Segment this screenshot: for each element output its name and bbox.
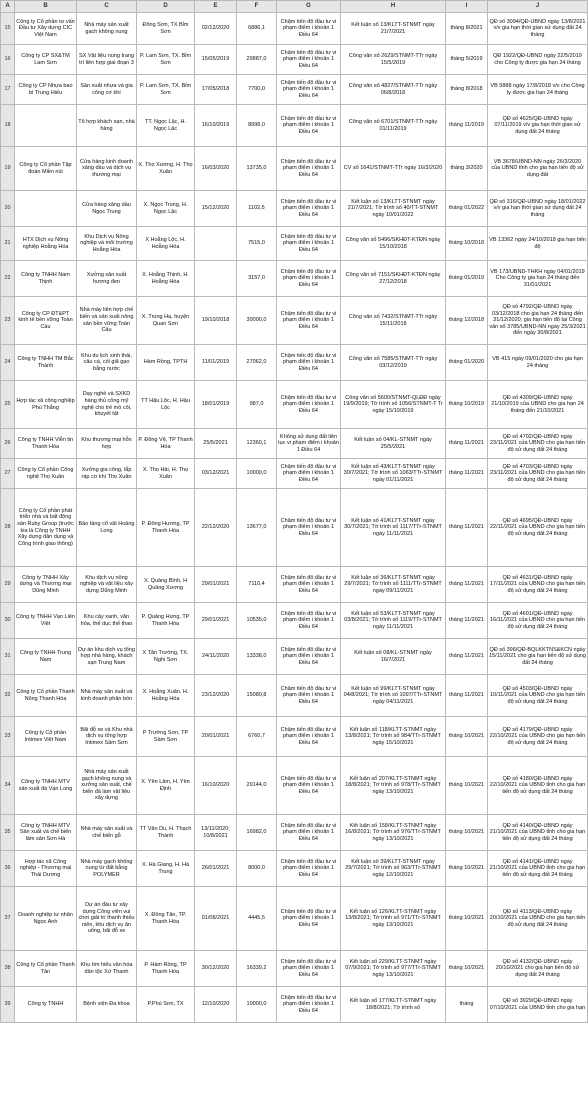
column-header-i[interactable]: I: [446, 1, 488, 13]
cell-inspection-doc[interactable]: Kết luận số 207/KLTT-STNMT ngày 18/8/2021; Tờ trình số 978/TTr-STNMT ngày 13/10/2021: [341, 757, 446, 815]
cell-decision[interactable]: QĐ số 4140/QĐ-UBND ngày 21/10/2021 của UBND tỉnh cho gia hạn tiến độ sử dụng đất 24 tháng: [488, 815, 588, 851]
cell-inspection-doc[interactable]: Kết luận số 53/KLTT-STNMT ngày 03/8/2021; Tờ trình số 1119/TTr-STNMT ngày 11/11/2021: [341, 603, 446, 639]
table-row: [1, 567, 588, 603]
column-header-c[interactable]: C: [77, 1, 137, 13]
cell-project[interactable]: Khu du lịch sinh thái, câu cá, cối giã gạo bằng nước: [77, 345, 137, 381]
table-row: [1, 45, 588, 75]
cell-inspection-doc[interactable]: Kết luận số 08/KL-STNMT ngày 16/7/2021: [341, 639, 446, 675]
row-number[interactable]: 36: [1, 851, 15, 887]
cell-decision[interactable]: QĐ số 4702/QĐ-UBND ngày 23/11/2021 của UBND cho gia hạn tiến độ sử dụng đất 24 tháng: [488, 429, 588, 459]
cell-project[interactable]: Bệnh viện Đa khoa: [77, 987, 137, 1023]
cell-project[interactable]: SX Vật liệu nung trang trí liên hợp giai đoạn 3: [77, 45, 137, 75]
cell-decision[interactable]: VB 9888 ngày 17/8/2018 v/v cho Công ty được gia hạn 24 tháng: [488, 75, 588, 105]
cell-violation[interactable]: Chậm tiến độ đầu tư vi phạm điểm i khoản 1 Điều 64: [277, 227, 341, 261]
cell-project[interactable]: Khu thương mại hỗn hợp: [77, 429, 137, 459]
table-row: [1, 603, 588, 639]
cell-violation[interactable]: Chậm tiến độ đầu tư vi phạm điểm i khoản 1 Điều 64: [277, 887, 341, 951]
table-row: [1, 191, 588, 227]
cell-date[interactable]: 15/05/2019: [195, 45, 237, 75]
cell-project[interactable]: Sản xuất nhựa và gia công cơ khí: [77, 75, 137, 105]
table-row: [1, 147, 588, 191]
column-header-b[interactable]: B: [15, 1, 77, 13]
cell-decision[interactable]: QĐ số 4179/QĐ-UBND ngày 22/10/2021 của UBND cho gia hạn tiến độ sử dụng đất 24 tháng: [488, 717, 588, 757]
cell-location[interactable]: X. Thọ Hải, H. Thọ Xuân: [137, 459, 195, 489]
cell-location[interactable]: X. Yên Lâm, H. Yên Định: [137, 757, 195, 815]
cell-month[interactable]: tháng: [446, 987, 488, 1023]
table-row: [1, 675, 588, 717]
row-number[interactable]: 25: [1, 381, 15, 429]
cell-project[interactable]: Nhà máy sản xuất và kinh doanh phân bón: [77, 675, 137, 717]
cell-company[interactable]: Công ty CP Nhựa bao bì Trung Hiếu: [15, 75, 77, 105]
cell-decision[interactable]: QĐ số 4132/QĐ-UBND ngày 20/10/2021 cho gia hạn tiến độ sử dụng đất 24 tháng: [488, 951, 588, 987]
row-number[interactable]: 24: [1, 345, 15, 381]
cell-project[interactable]: Nhà máy gạch không nung từ đất bằng POLYMER: [77, 851, 137, 887]
row-number[interactable]: 33: [1, 717, 15, 757]
cell-violation[interactable]: Chậm tiến độ đầu tư vi phạm điểm i khoản 1 Điều 64: [277, 757, 341, 815]
cell-decision[interactable]: QĐ số 316/QĐ-UBND ngày 18/01/2022 v/v gia hạn thời gian sử dụng đất 24 tháng: [488, 191, 588, 227]
cell-location[interactable]: P Trường Sơn, TP Sầm Sơn: [137, 717, 195, 757]
cell-date[interactable]: 22/12/2020: [195, 489, 237, 567]
cell-area[interactable]: 10000,0: [237, 459, 277, 489]
cell-date[interactable]: [195, 227, 237, 261]
table-row: [1, 227, 588, 261]
cell-month[interactable]: tháng 01/2020: [446, 345, 488, 381]
cell-area[interactable]: 6760,7: [237, 717, 277, 757]
cell-inspection-doc[interactable]: Kết luận số 41/KLTT-STNMT ngày 30/7/2021; Tờ trình số 1117/TTr-STNMT ngày 11/11/2021: [341, 489, 446, 567]
row-number[interactable]: 23: [1, 297, 15, 345]
cell-date[interactable]: [195, 261, 237, 297]
cell-violation[interactable]: Chậm tiến độ đầu tư vi phạm điểm i khoản 1 Điều 64: [277, 717, 341, 757]
cell-company[interactable]: Doanh nghiệp tư nhân Ngọc Anh: [15, 887, 77, 951]
cell-violation[interactable]: Chậm tiến độ đầu tư vi phạm điểm i khoản 1 Điều 64: [277, 345, 341, 381]
table-row: [1, 815, 588, 851]
cell-company[interactable]: Công ty TNHH MTV sản xuất đá Vạn Long: [15, 757, 77, 815]
cell-company[interactable]: Công ty Cổ phần Thanh Nông Thanh Hóa: [15, 675, 77, 717]
cell-project[interactable]: Khu Dịch vụ Nông nghiệp và môi trường Hoằng Hóa: [77, 227, 137, 261]
column-header-row: [1, 1, 588, 13]
column-header-d[interactable]: D: [137, 1, 195, 13]
cell-decision[interactable]: QĐ số 4503/QĐ-UBND ngày 10/11/2021 của UBND cho gia hạn tiến độ sử dụng đất 24 tháng: [488, 675, 588, 717]
cell-violation[interactable]: Chậm tiến độ đầu tư vi phạm điểm i khoản 1 Điều 64: [277, 567, 341, 603]
cell-project[interactable]: Cửa hàng kinh doanh xăng dầu và dịch vụ thương mại: [77, 147, 137, 191]
cell-date[interactable]: 11/01/2019: [195, 345, 237, 381]
cell-inspection-doc[interactable]: Công văn số 5600/STNMT-QLĐĐ ngày 19/9/2019; Tờ trình số 1056/STNMT-T Tr ngày 15/10/2019: [341, 381, 446, 429]
cell-decision[interactable]: QĐ số 396/QĐ-BQLKKTNS&KCN ngày 15/11/2021 cho gia hạn tiến độ sử dụng đất 24 tháng: [488, 639, 588, 675]
cell-date[interactable]: 30/12/2020: [195, 951, 237, 987]
cell-month[interactable]: tháng 5/2019: [446, 45, 488, 75]
table-row: [1, 887, 588, 951]
cell-project[interactable]: Tổ hợp khách sạn, nhà hàng: [77, 105, 137, 147]
cell-decision[interactable]: VB 13362 ngày 24/10/2018 gia hạn tiến độ: [488, 227, 588, 261]
cell-project[interactable]: Xưởng gia công, lắp ráp cơ khí Thọ Xuân: [77, 459, 137, 489]
cell-area[interactable]: 8998,0: [237, 105, 277, 147]
cell-decision[interactable]: QĐ số 4601/QĐ-UBND ngày 16/11/2021 của UBND cho gia hạn tiến độ sử dụng đất 24 tháng: [488, 603, 588, 639]
cell-location[interactable]: X. Hà Giang, H. Hà Trung: [137, 851, 195, 887]
cell-area[interactable]: 13338,0: [237, 639, 277, 675]
table-row: [1, 345, 588, 381]
cell-company[interactable]: Công ty TNHH Xây dựng và Thương mại Dũng Minh: [15, 567, 77, 603]
table-row: [1, 639, 588, 675]
cell-inspection-doc[interactable]: Kết luận số 126/KLTT-STNMT ngày 13/8/2021; Tờ trình số 971/TTr-STNMT ngày 13/10/2021: [341, 887, 446, 951]
cell-violation[interactable]: Chậm tiến độ đầu tư vi phạm điểm i khoản 1 Điều 64: [277, 261, 341, 297]
cell-month[interactable]: tháng 12/2018: [446, 297, 488, 345]
cell-company[interactable]: Công ty Cổ phần Tập đoàn Miền núi: [15, 147, 77, 191]
cell-project[interactable]: Nhà máy sản xuất gạch không nung: [77, 13, 137, 45]
cell-inspection-doc[interactable]: Kết luận số 99/KLTT-STNMT ngày 04/8/2021; Tờ trình số 1097/TTr-STNMT ngày 04/11/2021: [341, 675, 446, 717]
cell-decision[interactable]: QĐ số 4180/QĐ-UBND ngày 22/10/2021 của UBND tỉnh cho gia hạn tiến độ sử dụng đất 24 tháng: [488, 757, 588, 815]
cell-decision[interactable]: VB 415 ngày 09/01/2020 cho gia hạn 24 tháng: [488, 345, 588, 381]
cell-company[interactable]: Hợp tác xã công nghiệp Phú Thắng: [15, 381, 77, 429]
cell-date[interactable]: 13/11/2020; 10/8/2021: [195, 815, 237, 851]
cell-inspection-doc[interactable]: Công văn số 4827/STNMT-TTr ngày 06/8/2018: [341, 75, 446, 105]
table-row: [1, 717, 588, 757]
cell-month[interactable]: tháng 11/2021: [446, 567, 488, 603]
table-row: [1, 429, 588, 459]
table-row: [1, 75, 588, 105]
cell-inspection-doc[interactable]: Kết luận số 04/KL-STNMT ngày 25/5/2021: [341, 429, 446, 459]
cell-inspection-doc[interactable]: Công văn số 7585/STNMT-TTr ngày 03/12/2019: [341, 345, 446, 381]
cell-violation[interactable]: Chậm tiến độ đầu tư vi phạm điểm i khoản 1 Điều 64: [277, 191, 341, 227]
cell-date[interactable]: 20/01/2021: [195, 717, 237, 757]
cell-project[interactable]: Xưởng sản xuất hương đen: [77, 261, 137, 297]
cell-company[interactable]: [15, 105, 77, 147]
cell-month[interactable]: tháng 10/2021: [446, 951, 488, 987]
cell-area[interactable]: 16339,2: [237, 951, 277, 987]
cell-date[interactable]: 18/01/2019: [195, 381, 237, 429]
cell-company[interactable]: Công ty Cổ phần Công nghệ Thọ Xuân: [15, 459, 77, 489]
cell-month[interactable]: tháng 11/2021: [446, 675, 488, 717]
cell-decision[interactable]: VB 3678/UBND-NN ngày 26/3/2020 của UBND tỉnh cho gia hạn tiến độ sử dụng đất: [488, 147, 588, 191]
cell-decision[interactable]: VB 173/UBND-THKH ngày 04/01/2019 Cho Công ty gia hạn 24 tháng đến 31/01/2021: [488, 261, 588, 297]
cell-company[interactable]: Công ty CP ĐT&PT kinh tế bền vững Toàn Cầu: [15, 297, 77, 345]
cell-location[interactable]: TT Vân Du, H. Thạch Thành: [137, 815, 195, 851]
cell-decision[interactable]: QĐ số 4695/QĐ-UBND ngày 22/11/2021 của UBND cho gia hạn tiến độ sử dụng đất 24 tháng: [488, 489, 588, 567]
cell-date[interactable]: 26/01/2021: [195, 851, 237, 887]
cell-project[interactable]: Dự án đầu tư xây dựng Công viên vui chơi giải trí thanh thiếu niên, khu dịch vụ ăn uống, bãi đỗ xe: [77, 887, 137, 951]
row-number[interactable]: 29: [1, 567, 15, 603]
cell-inspection-doc[interactable]: Kết luận số 13/KLTT-STNMT ngày 21/7/2021: [341, 13, 446, 45]
cell-inspection-doc[interactable]: Kết luận số 177/KLTT-STNMT ngày 18/8/2021; Tờ trình số: [341, 987, 446, 1023]
cell-violation[interactable]: Chậm tiến độ đầu tư vi phạm điểm i khoản 1 Điều 64: [277, 459, 341, 489]
table-row: [1, 987, 588, 1023]
cell-date[interactable]: 16/10/2019: [195, 105, 237, 147]
row-number[interactable]: 17: [1, 75, 15, 105]
cell-inspection-doc[interactable]: Kết luận số 36/KLTT-STNMT ngày 29/7/2021; Tờ trình số 1111/TTr-STNMT ngày 09/11/2021: [341, 567, 446, 603]
cell-violation[interactable]: Không sử dụng đất liên tục vi phạm điểm i khoản 1 Điều 64: [277, 429, 341, 459]
cell-month[interactable]: tháng 11/2021: [446, 603, 488, 639]
row-number[interactable]: 35: [1, 815, 15, 851]
cell-violation[interactable]: Chậm tiến độ đầu tư vi phạm điểm i khoản 1 Điều 64: [277, 147, 341, 191]
cell-violation[interactable]: Chậm tiến độ đầu tư vi phạm điểm i khoản 1 Điều 64: [277, 987, 341, 1023]
cell-location[interactable]: X. Trung Hạ, huyện Quan Sơn: [137, 297, 195, 345]
cell-company[interactable]: Công ty CP SX&TM Lam Sơn: [15, 45, 77, 75]
cell-month[interactable]: tháng 3/2020: [446, 147, 488, 191]
cell-violation[interactable]: Chậm tiến độ đầu tư vi phạm điểm i khoản 1 Điều 64: [277, 815, 341, 851]
cell-location[interactable]: X. Thọ Xương, H. Thọ Xuân: [137, 147, 195, 191]
cell-violation[interactable]: Chậm tiến độ đầu tư vi phạm điểm i khoản 1 Điều 64: [277, 45, 341, 75]
row-number[interactable]: 34: [1, 757, 15, 815]
cell-date[interactable]: 19/10/2018: [195, 297, 237, 345]
cell-decision[interactable]: QĐ số 4113/QĐ-UBND ngày 20/10/2021 của UBND cho gia hạn tiến độ sử dụng đất 24 tháng: [488, 887, 588, 951]
column-header-e[interactable]: E: [195, 1, 237, 13]
cell-date[interactable]: 16/10/2020: [195, 757, 237, 815]
cell-date[interactable]: 25/5/2021: [195, 429, 237, 459]
cell-violation[interactable]: Chậm tiến độ đầu tư vi phạm điểm i khoản 1 Điều 64: [277, 489, 341, 567]
cell-violation[interactable]: Chậm tiến độ đầu tư vi phạm điểm i khoản 1 Điều 64: [277, 75, 341, 105]
cell-violation[interactable]: Chậm tiến độ đầu tư vi phạm điểm i khoản 1 Điều 64: [277, 951, 341, 987]
column-header-j[interactable]: J: [488, 1, 588, 13]
cell-date[interactable]: 02/12/2020: [195, 13, 237, 45]
cell-date[interactable]: 29/01/2021: [195, 603, 237, 639]
cell-date[interactable]: 16/03/2020: [195, 147, 237, 191]
cell-inspection-doc[interactable]: CV số 1641/STNMT-TTr ngày 16/3/2020: [341, 147, 446, 191]
cell-decision[interactable]: QĐ số 3929/QĐ-UBND ngày 07/10/2021 của UBND tỉnh cho gia hạn: [488, 987, 588, 1023]
cell-date[interactable]: 29/01/2021: [195, 567, 237, 603]
table-row: [1, 951, 588, 987]
cell-decision[interactable]: QĐ 1922/QĐ-UBND ngày 22/5/2019 cho Công ty được gia hạn 24 tháng: [488, 45, 588, 75]
cell-location[interactable]: X Hoằng Lộc, H. Hoằng Hóa: [137, 227, 195, 261]
cell-location[interactable]: X. Ngọc Trung, H. Ngọc Lặc: [137, 191, 195, 227]
row-number[interactable]: 16: [1, 45, 15, 75]
table-row: [1, 459, 588, 489]
cell-month[interactable]: tháng 01/2019: [446, 261, 488, 297]
table-row: [1, 297, 588, 345]
cell-project[interactable]: Cửa hàng xăng dầu Ngọc Trung: [77, 191, 137, 227]
cell-company[interactable]: Công ty Cổ phần Thanh Tân: [15, 951, 77, 987]
table-row: [1, 261, 588, 297]
cell-area[interactable]: 15080,8: [237, 675, 277, 717]
row-number[interactable]: 37: [1, 887, 15, 951]
cell-area[interactable]: 29887,0: [237, 45, 277, 75]
cell-location[interactable]: X. Hoằng Thịnh, H. Hoằng Hóa: [137, 261, 195, 297]
cell-violation[interactable]: Chậm tiến độ đầu tư vi phạm điểm i khoản 1 Điều 64: [277, 639, 341, 675]
cell-violation[interactable]: Chậm tiến độ đầu tư vi phạm điểm i khoản 1 Điều 64: [277, 675, 341, 717]
cell-area[interactable]: 8000,0: [237, 851, 277, 887]
cell-decision[interactable]: QĐ số 4625/QĐ-UBND ngày 07/11/2019 v/v gia hạn thời gian sử dụng đất 24 tháng: [488, 105, 588, 147]
cell-location[interactable]: TT. Ngọc Lặc, H. Ngọc Lặc: [137, 105, 195, 147]
row-number[interactable]: 38: [1, 951, 15, 987]
cell-project[interactable]: Khu dịch vụ nông nghiệp và vật liệu xây dựng Dũng Minh: [77, 567, 137, 603]
cell-date[interactable]: 15/12/2020: [195, 191, 237, 227]
cell-company[interactable]: Công ty TNHH TM Bắc Thành: [15, 345, 77, 381]
cell-company[interactable]: Hợp tác xã Công nghiệp - Thương mại Thái Dương: [15, 851, 77, 887]
cell-month[interactable]: tháng 10/2019: [446, 381, 488, 429]
cell-month[interactable]: tháng 11/2021: [446, 639, 488, 675]
cell-inspection-doc[interactable]: Công văn số 2629/STNMT-TTr ngày 15/5/2019: [341, 45, 446, 75]
cell-project[interactable]: Bảo tàng cổ vật Hoàng Long: [77, 489, 137, 567]
table-row: [1, 489, 588, 567]
cell-inspection-doc[interactable]: Kết luận số 39/KLTT-STNMT ngày 29/7/2021; Tờ trình số 963/TTr-STNMT ngày 12/10/2021: [341, 851, 446, 887]
cell-location[interactable]: X. Đông Tân, TP. Thanh Hóa: [137, 887, 195, 951]
row-number[interactable]: 28: [1, 489, 15, 567]
cell-date[interactable]: 01/08/2021: [195, 887, 237, 951]
cell-area[interactable]: 10000,0: [237, 987, 277, 1023]
cell-area[interactable]: 6886,1: [237, 13, 277, 45]
cell-area[interactable]: 1102,5: [237, 191, 277, 227]
cell-decision[interactable]: QĐ số 4792/QĐ-UBND ngày 03/12/2018 cho gia hạn 24 tháng đến 31/12/2020; gia hạn tiến độ tại Công văn số 3785/UBND-NN ngày 25/3/2021 đến ngày 30/8/2021: [488, 297, 588, 345]
cell-decision[interactable]: QĐ số 3094/QĐ-UBND ngày 13/8/2021 v/v gia hạn thời gian sử dụng đất 24 tháng: [488, 13, 588, 45]
cell-area[interactable]: 27062,0: [237, 345, 277, 381]
cell-location[interactable]: X. Hoằng Xuân, H. Hoằng Hóa: [137, 675, 195, 717]
cell-project[interactable]: Nhà máy liên hợp chế biến và sản xuất nông sản bền vững Toàn Cầu: [77, 297, 137, 345]
cell-decision[interactable]: QĐ số 4141/QĐ-UBND ngày 21/10/2021 của UBND tỉnh cho gia hạn tiến độ sử dụng đất 24 tháng: [488, 851, 588, 887]
cell-violation[interactable]: Chậm tiến độ đầu tư vi phạm điểm i khoản 1 Điều 64: [277, 381, 341, 429]
cell-location[interactable]: X. Quảng Bình, H Quảng Xương: [137, 567, 195, 603]
cell-date[interactable]: 17/05/2018: [195, 75, 237, 105]
cell-area[interactable]: 12360,1: [237, 429, 277, 459]
cell-month[interactable]: tháng 11/2019: [446, 105, 488, 147]
cell-month[interactable]: tháng 10/2018: [446, 227, 488, 261]
cell-decision[interactable]: QĐ số 4631/QĐ-UBND ngày 17/11/2021 của UBND cho gia hạn tiến độ sử dụng đất 24 tháng: [488, 567, 588, 603]
cell-area[interactable]: 3157,0: [237, 261, 277, 297]
row-number[interactable]: 31: [1, 639, 15, 675]
row-number[interactable]: 22: [1, 261, 15, 297]
cell-area[interactable]: 13677,0: [237, 489, 277, 567]
row-number[interactable]: 32: [1, 675, 15, 717]
cell-location[interactable]: P. Đông Hương, TP Thanh Hóa: [137, 489, 195, 567]
cell-area[interactable]: 7110,4: [237, 567, 277, 603]
cell-location[interactable]: P. Hàm Rồng, TP Thanh Hóa: [137, 951, 195, 987]
column-header-a[interactable]: A: [1, 1, 15, 13]
cell-location[interactable]: P. Đông Vệ, TP Thanh Hóa: [137, 429, 195, 459]
cell-area[interactable]: 987,0: [237, 381, 277, 429]
column-header-h[interactable]: H: [341, 1, 446, 13]
cell-area[interactable]: 7515,0: [237, 227, 277, 261]
row-number[interactable]: 15: [1, 13, 15, 45]
cell-decision[interactable]: QĐ số 4703/QĐ-UBND ngày 23/11/2021 của UBND cho gia hạn tiến độ sử dụng đất 24 tháng: [488, 459, 588, 489]
cell-month[interactable]: tháng 01/2022: [446, 191, 488, 227]
cell-month[interactable]: tháng 11/2021: [446, 429, 488, 459]
row-number[interactable]: 39: [1, 987, 15, 1023]
cell-date[interactable]: 03/12/2021: [195, 459, 237, 489]
cell-inspection-doc[interactable]: Kết luận số 158/KLTT-STNMT ngày 16/8/2021; Tờ trình số 976/TTr-STNMT ngày 13/10/2021: [341, 815, 446, 851]
cell-company[interactable]: Công ty Cổ phần tư vấn Đầu tư Xây dựng CIC Việt Nam: [15, 13, 77, 45]
column-header-g[interactable]: G: [277, 1, 341, 13]
cell-location[interactable]: P. Quảng Hưng, TP Thanh Hóa: [137, 603, 195, 639]
cell-location[interactable]: TT Hậu Lộc, H. Hậu Lộc: [137, 381, 195, 429]
cell-company[interactable]: HTX Dịch vụ Nông nghiệp Hoằng Hóa: [15, 227, 77, 261]
row-number[interactable]: 19: [1, 147, 15, 191]
cell-area[interactable]: 4445,5: [237, 887, 277, 951]
row-number[interactable]: 30: [1, 603, 15, 639]
cell-company[interactable]: Công ty TNHH MTV Sản xuất và chế biến lâm sản Sơn Hà: [15, 815, 77, 851]
row-number[interactable]: 20: [1, 191, 15, 227]
cell-violation[interactable]: Chậm tiến độ đầu tư vi phạm điểm i khoản 1 Điều 64: [277, 603, 341, 639]
cell-location[interactable]: P. Lam Sơn, TX. Bỉm Sơn: [137, 45, 195, 75]
row-number[interactable]: 18: [1, 105, 15, 147]
cell-month[interactable]: tháng 11/2021: [446, 459, 488, 489]
cell-area[interactable]: 30000,0: [237, 297, 277, 345]
cell-company[interactable]: Công ty TNHH Nam Thịnh: [15, 261, 77, 297]
table-row: [1, 13, 588, 45]
cell-month[interactable]: tháng 10/2021: [446, 757, 488, 815]
cell-date[interactable]: 12/10/2020: [195, 987, 237, 1023]
table-row: [1, 851, 588, 887]
cell-violation[interactable]: Chậm tiến độ đầu tư vi phạm điểm i khoản 1 Điều 64: [277, 297, 341, 345]
cell-date[interactable]: 24/11/2020: [195, 639, 237, 675]
cell-month[interactable]: tháng 11/2021: [446, 489, 488, 567]
cell-month[interactable]: tháng 8/2021: [446, 13, 488, 45]
cell-month[interactable]: tháng 8/2018: [446, 75, 488, 105]
cell-inspection-doc[interactable]: Kết luận số 229/KLTT-STNMT ngày 07/9/2021; Tờ trình số 977/TTr-STNMT ngày 13/10/2021: [341, 951, 446, 987]
table-row: [1, 757, 588, 815]
column-header-f[interactable]: F: [237, 1, 277, 13]
cell-project[interactable]: Dự án khu dịch vụ tổng hợp nhà hàng, khách sạn Trung Nam: [77, 639, 137, 675]
row-number[interactable]: 26: [1, 429, 15, 459]
cell-month[interactable]: tháng 10/2021: [446, 717, 488, 757]
cell-area[interactable]: 29144,0: [237, 757, 277, 815]
cell-company[interactable]: Công ty TNHH Viễn tin Thanh Hóa: [15, 429, 77, 459]
cell-inspection-doc[interactable]: Kết luận số 118/KLTT-STNMT ngày 13/8/2021; Tờ trình số 984/TTr-STNMT ngày 15/10/2021: [341, 717, 446, 757]
cell-project[interactable]: Nhà máy sản xuất và chế biến gỗ: [77, 815, 137, 851]
cell-company[interactable]: Công ty TNHH Trung Nam: [15, 639, 77, 675]
cell-inspection-doc[interactable]: Công văn số 5496/SKHĐT-KTĐN ngày 15/10/2018: [341, 227, 446, 261]
cell-project[interactable]: Dạy nghề và SXKD hàng thủ công mỹ nghệ cho trẻ mồ côi, khuyết tật: [77, 381, 137, 429]
cell-company[interactable]: Công ty Cổ phần phát triển nhà và bất động sản Ruby Group (trước kia là Công ty TNHH Xây dựng dân dụng và Công trình giao thông): [15, 489, 77, 567]
cell-area[interactable]: 7700,0: [237, 75, 277, 105]
cell-location[interactable]: Đông Sơn, TX Bỉm Sơn: [137, 13, 195, 45]
cell-project[interactable]: Bãi đỗ xe và Khu nhà dịch vụ tổng hợp Intimex Sầm Sơn: [77, 717, 137, 757]
cell-inspection-doc[interactable]: Kết luận số 13/KLTT-STNMT ngày 21/7/2021; Tờ trình số 40/TT-STNMT ngày 10/01/2022: [341, 191, 446, 227]
cell-area[interactable]: 16982,0: [237, 815, 277, 851]
cell-area[interactable]: 10535,0: [237, 603, 277, 639]
cell-company[interactable]: [15, 191, 77, 227]
cell-location[interactable]: X Tân Trường, TX. Nghi Sơn: [137, 639, 195, 675]
cell-project[interactable]: Khu tìm hiểu văn hóa dân tộc Xứ Thanh: [77, 951, 137, 987]
table-row: [1, 105, 588, 147]
cell-location[interactable]: Hàm Rồng, TPTH: [137, 345, 195, 381]
cell-location[interactable]: P.Phú Sơn, TX: [137, 987, 195, 1023]
cell-project[interactable]: Nhà máy sản xuất gạch không nung và xưởng sản xuất, chế biến đá làm vật liệu xây dựng: [77, 757, 137, 815]
cell-area[interactable]: 13735,0: [237, 147, 277, 191]
cell-month[interactable]: tháng 10/2021: [446, 815, 488, 851]
cell-decision[interactable]: QĐ số 4309/QĐ-UBND ngày 21/10/2019 của UBND cho gia hạn 24 tháng đến 21/10/2021: [488, 381, 588, 429]
cell-company[interactable]: Công ty TNHH Vạn Liên Việt: [15, 603, 77, 639]
cell-month[interactable]: tháng 10/2021: [446, 887, 488, 951]
cell-location[interactable]: P. Lam Sơn, TX. Bỉm Sơn: [137, 75, 195, 105]
cell-violation[interactable]: Chậm tiến độ đầu tư vi phạm điểm i khoản 1 Điều 64: [277, 851, 341, 887]
table-row: [1, 381, 588, 429]
cell-violation[interactable]: Chậm tiến độ đầu tư vi phạm điểm i khoản 1 Điều 64: [277, 105, 341, 147]
cell-inspection-doc[interactable]: Công văn số 7432/STNMT-TTr ngày 15/11/2018: [341, 297, 446, 345]
cell-inspection-doc[interactable]: Kết luận số 43/KLTT-STNMT ngày 30/7/2021; Tờ trình số 1063/TTr-STNMT ngày 01/11/2021: [341, 459, 446, 489]
row-number[interactable]: 21: [1, 227, 15, 261]
cell-company[interactable]: Công ty TNHH: [15, 987, 77, 1023]
cell-inspection-doc[interactable]: Công văn số 7151/SKHĐT-KTĐN ngày 27/12/2018: [341, 261, 446, 297]
cell-month[interactable]: tháng 10/2021: [446, 851, 488, 887]
row-number[interactable]: 27: [1, 459, 15, 489]
cell-inspection-doc[interactable]: Công văn số 6701/STNMT-TTr ngày 01/11/2019: [341, 105, 446, 147]
cell-project[interactable]: Khu cây xanh, văn hóa, thể dục thể thao: [77, 603, 137, 639]
cell-violation[interactable]: Chậm tiến độ đầu tư vi phạm điểm i khoản 1 Điều 64: [277, 13, 341, 45]
cell-date[interactable]: 23/12/2020: [195, 675, 237, 717]
cell-company[interactable]: Công ty Cổ phần Intimex Việt Nam: [15, 717, 77, 757]
